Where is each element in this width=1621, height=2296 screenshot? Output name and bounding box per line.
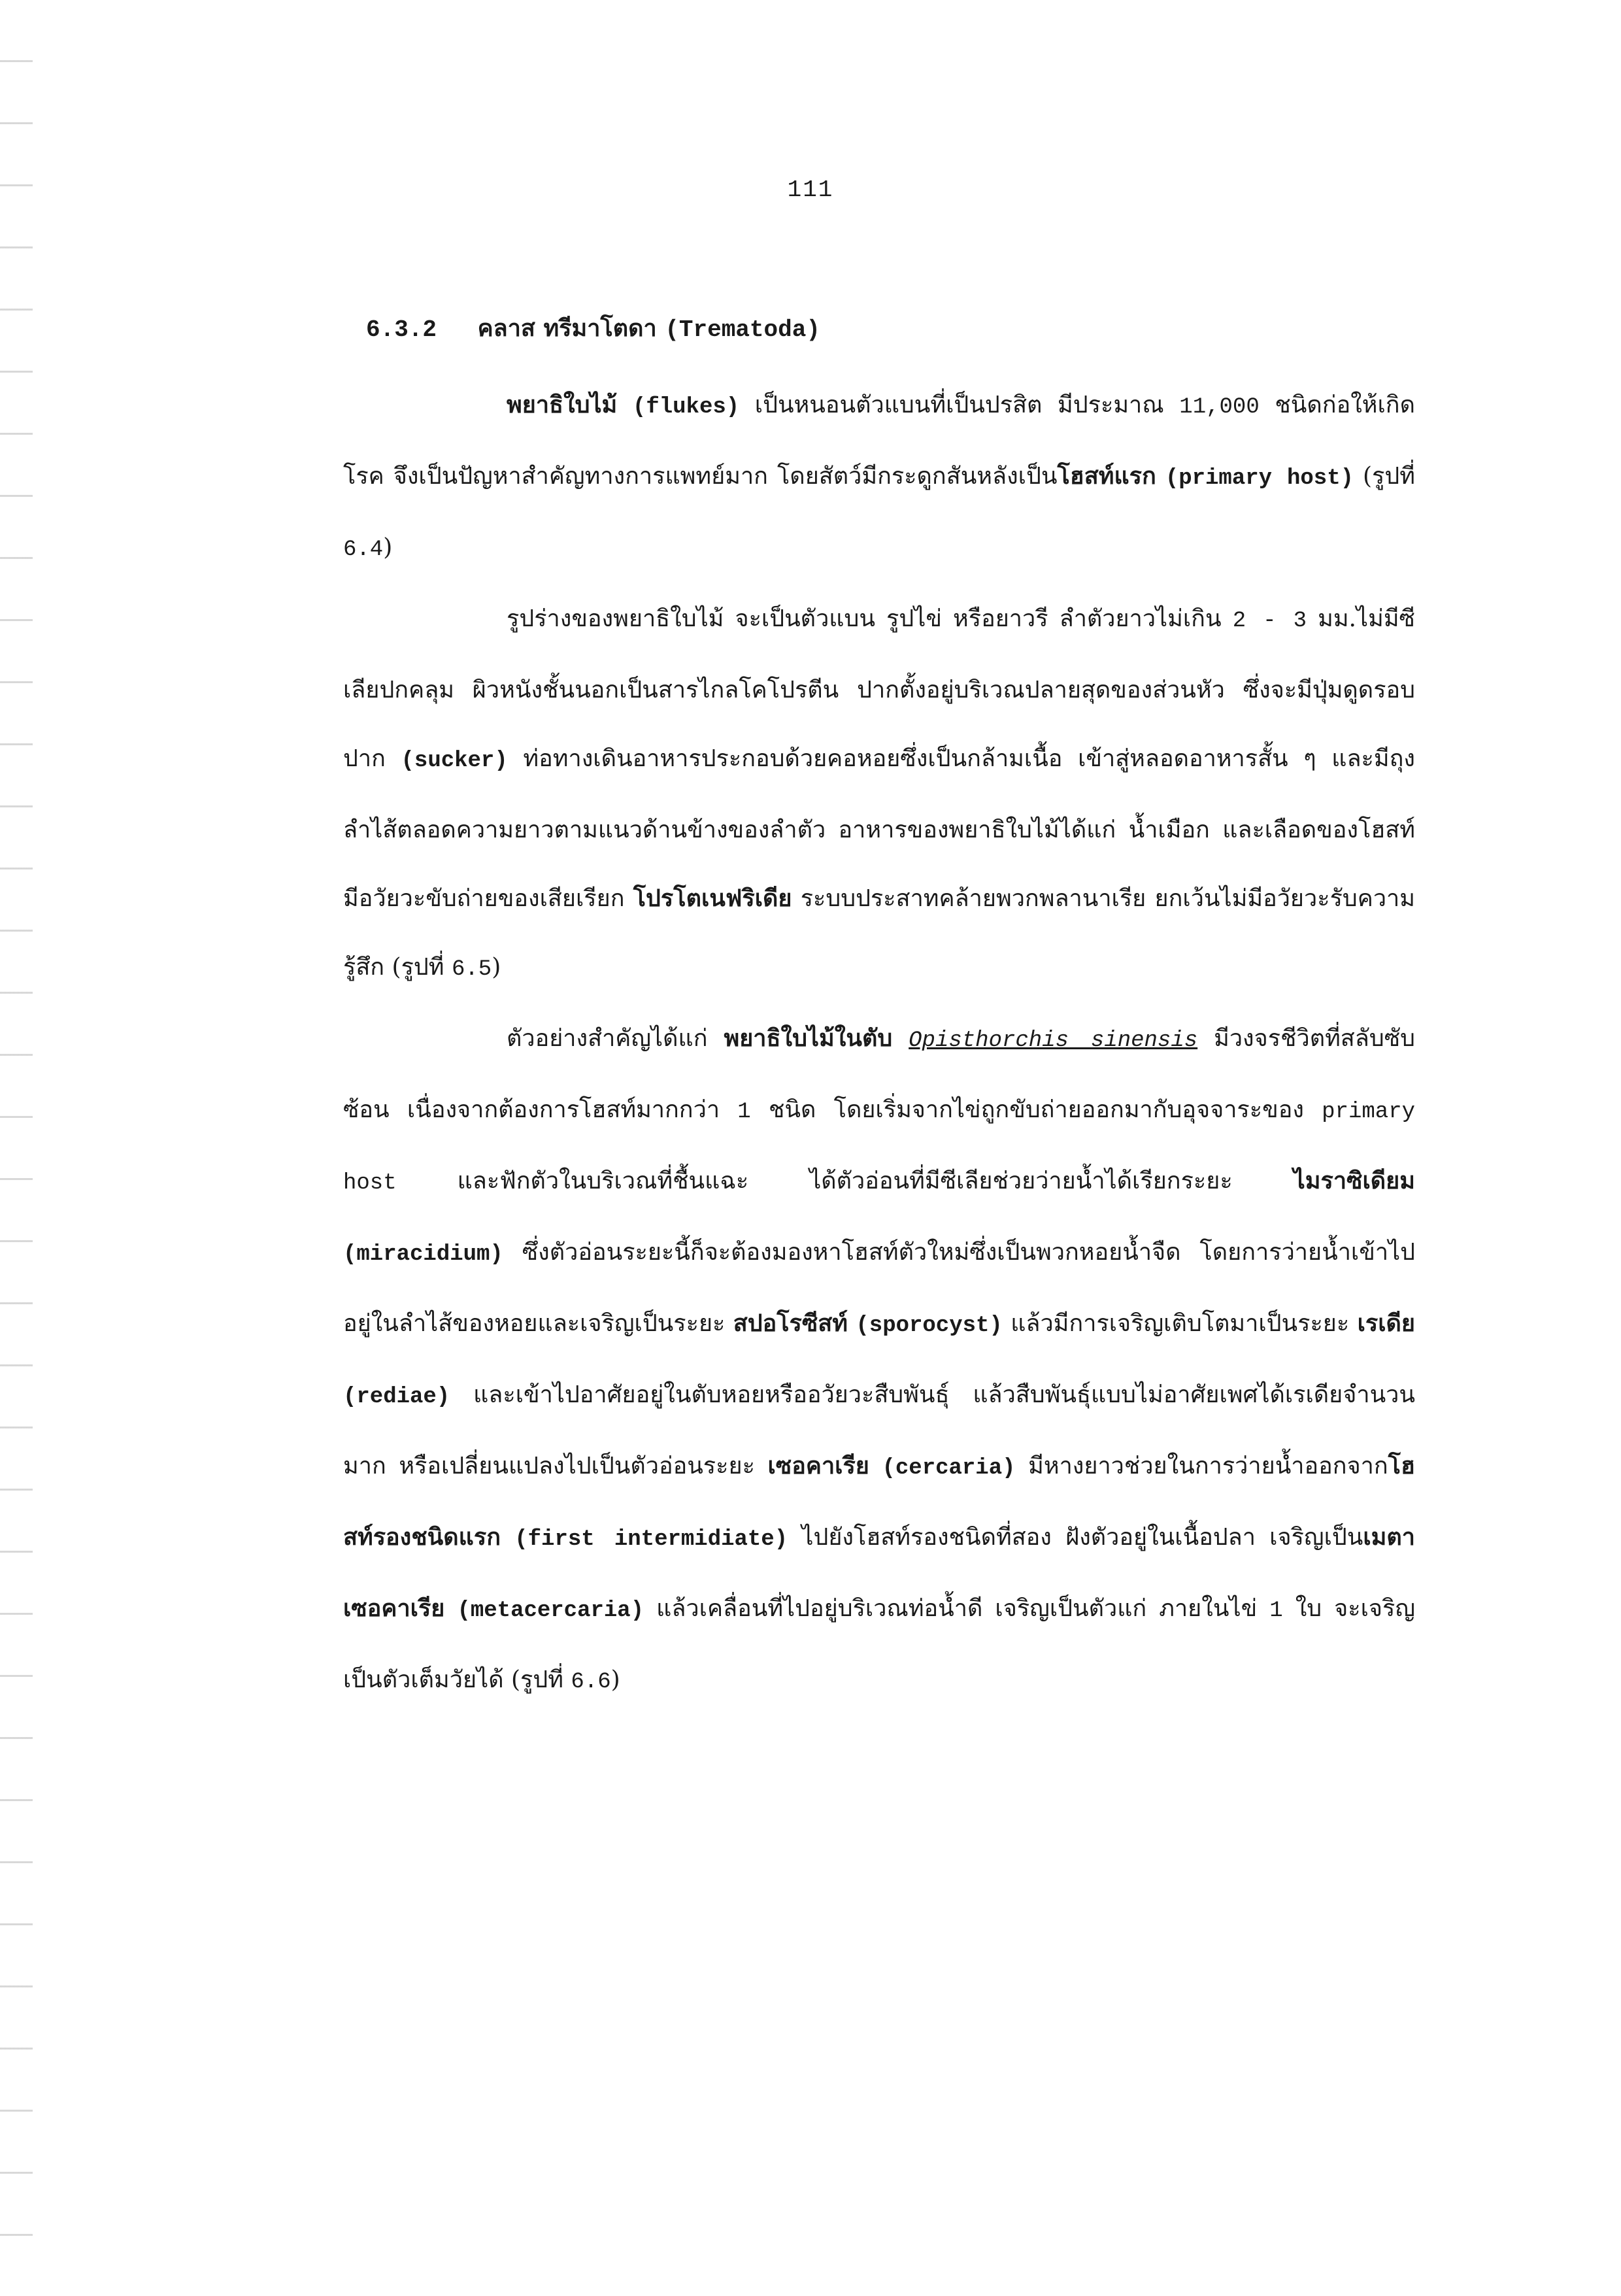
text-run (848, 1310, 856, 1337)
text-run: ตัวอย่างสำคัญได้แก่ (507, 1025, 724, 1052)
text-run (617, 392, 633, 418)
text-run: ท่อทางเดินอาหารประกอบด้วยคอหอยซึ่งเป็นกล้ามเนื้อ เข้าสู่หลอดอาหารสั้น ๆ และมีถุงลำไส้ตลอดความยาวตามแนวด้านข้างของลำตัว อาหารของพยาธิใบไม้ได้แก่ น้ำเมือก และเลือดของโฮสท์ มีอวัยวะขับถ่ายของเสียเรียก (343, 745, 1415, 912)
bold-term: เมตาเซอคาเรีย (343, 1523, 1415, 1622)
latin-text: 6.6 (571, 1670, 611, 1695)
bold-term: เรเดีย (1357, 1309, 1415, 1337)
text-run: และเข้าไปอาศัยอยู่ในตับหอยหรืออวัยวะสืบพันธุ์ แล้วสืบพันธุ์แบบไม่อาศัยเพศได้เรเดียจำนวนมาก หรือเปลี่ยนแปลงไปเป็นตัวอ่อนระยะ (343, 1381, 1415, 1479)
page-number: 111 (787, 177, 834, 203)
text-run: ชนิดก่อให้เกิดโรค จึงเป็นปัญหาสำคัญทางการแพทย์มาก โดยสัตว์มีกระดูกสันหลังเป็น (343, 392, 1415, 490)
paragraph-body-structure (343, 584, 1415, 1004)
bold-latin-term: (sporocyst) (856, 1313, 1003, 1338)
left-margin-scan-marks (0, 0, 33, 2296)
latin-text: 1 (737, 1100, 751, 1124)
text-run: ไปยังโฮสท์รองชนิดที่สอง ฝังตัวอยู่ในเนื้อปลา เจริญเป็น (788, 1524, 1363, 1551)
text-run: มม.ไม่มีซีเลียปกคลุม ผิวหนังชั้นนอกเป็นสารไกลโคโปรตีน ปากตั้งอยู่บริเวณปลายสุดของส่วนหัว ซึ่งจะมีปุ่มดูดรอบปาก (343, 605, 1415, 772)
text-run (501, 1524, 514, 1551)
text-run: ซึ่งตัวอ่อนระยะนี้ก็จะต้องมองหาโฮสท์ตัวใหม่ซึ่งเป็นพวกหอยน้ำจืด โดยการว่ายน้ำเข้าไปอยู่ในลำไส้ของหอยและเจริญเป็นระยะ (343, 1239, 1415, 1337)
section-number: 6.3.2 (366, 316, 437, 343)
text-run: เป็นหนอนตัวแบนที่เป็นปรสิต มีประมาณ (739, 392, 1180, 418)
species-name: Opisthorchis sinensis (909, 1028, 1198, 1053)
bold-term: โปรโตเนฟริเดีย (633, 885, 792, 912)
bold-latin-term: (cercaria) (882, 1456, 1016, 1481)
section-title-latin: (Trematoda) (665, 316, 820, 343)
text-run: ) (383, 534, 393, 561)
bold-term: โฮสท์รองชนิดแรก (343, 1452, 1415, 1551)
bold-term: สปอโรซีสท์ (733, 1309, 848, 1337)
text-run: รูปร่างของพยาธิใบไม้ จะเป็นตัวแบน รูปไข่ หรือยาวรี ลำตัวยาวไม่เกิน (507, 605, 1233, 632)
text-run: และฟักตัวในบริเวณที่ชื้นแฉะ ได้ตัวอ่อนที่มีซีเลียช่วยว่ายน้ำได้เรียกระยะ (396, 1168, 1294, 1194)
bold-latin-term: (sucker) (401, 749, 508, 773)
bold-term: ไมราซิเดียม (1293, 1167, 1415, 1194)
latin-text: 6.4 (343, 537, 384, 562)
text-run: มีหางยาวช่วยในการว่ายน้ำออกจาก (1015, 1453, 1388, 1479)
bold-latin-term: (miracidium) (343, 1242, 503, 1267)
section-title: คลาส ทรีมาโตดา (477, 314, 657, 342)
text-run (869, 1453, 882, 1479)
bold-term: พยาธิใบไม้ในตับ (724, 1024, 893, 1052)
bold-latin-term: (first intermidiate) (514, 1527, 788, 1552)
latin-text: 6.5 (451, 957, 492, 982)
text-run: ชนิด โดยเริ่มจากไข่ถูกขับถ่ายออกมากับอุจจาระของ (750, 1096, 1322, 1123)
bold-term: โฮสท์แรก (1057, 462, 1156, 490)
latin-text: 1 (1269, 1598, 1283, 1623)
paragraph-flukes-intro (343, 371, 1415, 584)
text-run (892, 1025, 909, 1052)
bold-term: พยาธิใบไม้ (507, 391, 618, 418)
text-run: ระบบประสาทคล้ายพวกพลานาเรีย ยกเว้นไม่มีอวัยวะรับความรู้สึก (รูปที่ (343, 885, 1415, 981)
section-heading (366, 309, 1415, 350)
text-run: มีวงจรชีวิตที่สลับซับซ้อน เนื่องจากต้องการโฮสท์มากกว่า (343, 1025, 1415, 1123)
paragraph-life-cycle (343, 1004, 1415, 1717)
text-run: ) (492, 954, 501, 981)
bold-latin-term: (flukes) (632, 395, 740, 420)
bold-latin-term: (metacercaria) (457, 1598, 644, 1623)
text-run: แล้วมีการเจริญเติบโตมาเป็นระยะ (1002, 1310, 1358, 1337)
bold-latin-term: (rediae) (343, 1385, 450, 1410)
latin-text: 2 - 3 (1232, 609, 1307, 633)
text-run: ใบ จะเจริญเป็นตัวเต็มวัยได้ (รูปที่ (343, 1595, 1416, 1693)
text-run (1156, 463, 1165, 490)
text-run: ) (610, 1666, 620, 1693)
text-run: (รูปที่ (1354, 463, 1415, 490)
bold-term: เซอคาเรีย (767, 1452, 869, 1479)
text-run (444, 1595, 457, 1622)
latin-text: primary host (343, 1100, 1415, 1196)
latin-text: 11,000 (1179, 395, 1260, 420)
bold-latin-term: (primary host) (1165, 466, 1354, 491)
text-run: แล้วเคลื่อนที่ไปอยู่บริเวณท่อน้ำดี เจริญเป็นตัวแก่ ภายในไข่ (644, 1595, 1270, 1622)
document-body (343, 309, 1415, 1717)
